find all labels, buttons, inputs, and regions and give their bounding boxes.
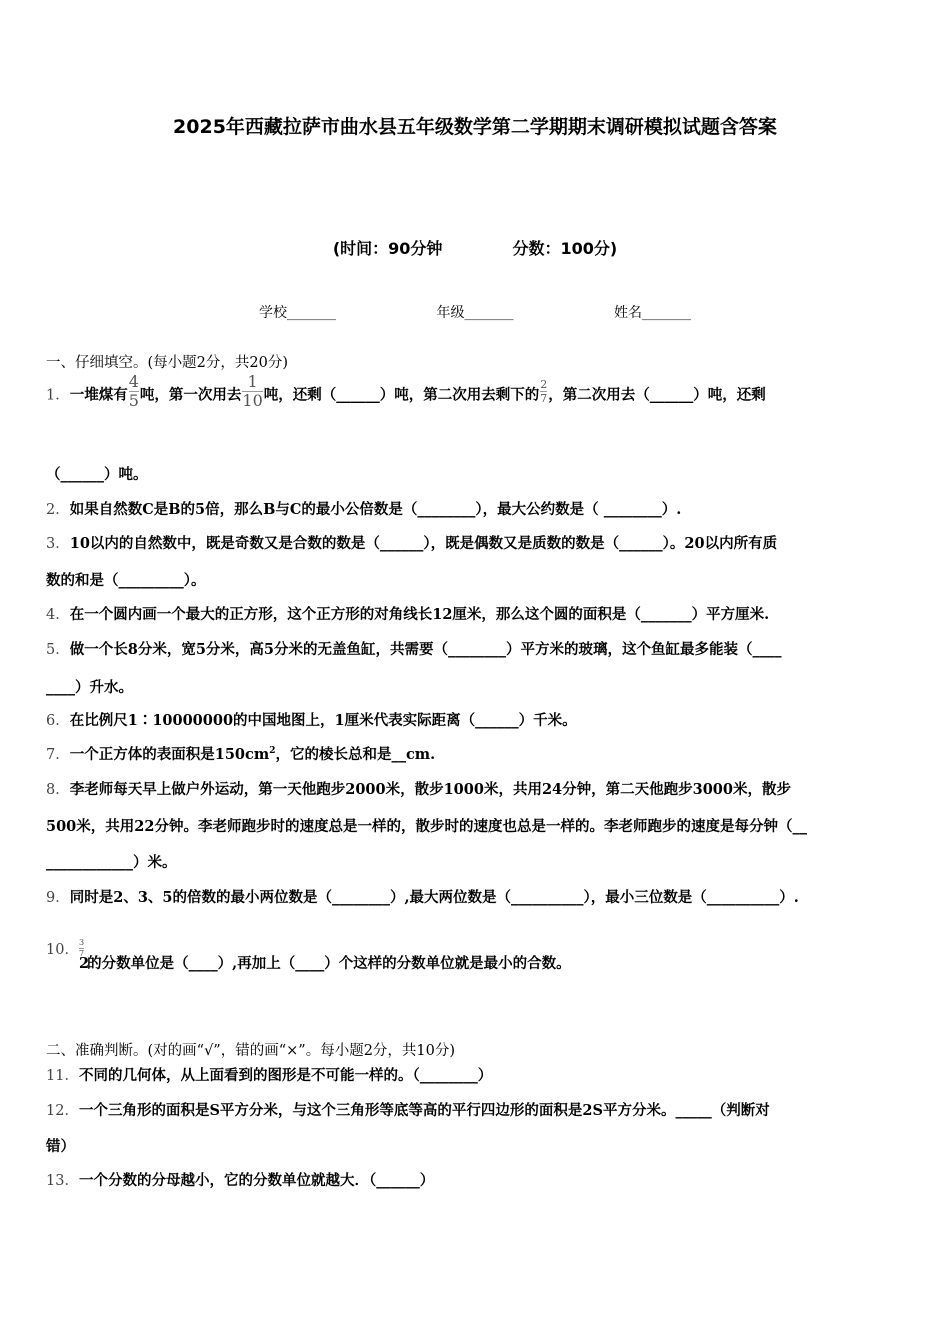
- question-number: 13．: [46, 1173, 79, 1189]
- question-6: [46, 709, 577, 730]
- fraction: [540, 379, 547, 404]
- fraction: [129, 374, 139, 409]
- question-number: 12．: [46, 1103, 79, 1119]
- fraction-denominator: 7: [540, 392, 548, 405]
- question-number: 9．: [46, 890, 70, 906]
- section2-heading: 二、准确判断。(对的画“√”，错的画“×”。每小题2分，共10分): [46, 1043, 456, 1059]
- question-text: 做一个长8分米，宽5分米，高5分米的无盖鱼缸，共需要（________）平方米的玻璃，这个鱼缸最多能装（____: [69, 641, 782, 658]
- question-text: 的分数单位是（____）,再加上（____）个这样的分数单位就是最小的合数。: [87, 955, 571, 972]
- question-text: ，第二次用去（______）吨，还剩: [548, 386, 766, 404]
- question-text: 一堆煤有: [69, 386, 128, 404]
- question-8-cont1: 500米，共用22分钟。李老师跑步时的速度总是一样的，散步时的速度也总是一样的。李老师跑步的速度是每分钟（__: [46, 818, 807, 835]
- question-text: 吨，第一次用去: [139, 386, 242, 404]
- exam-meta: [0, 236, 950, 259]
- question-text: 在一个圆内画一个最大的正方形，这个正方形的对角线长12厘米，那么这个圆的面积是（_______）平方厘米.: [69, 606, 770, 623]
- question-text: 李老师每天早上做户外运动，第一天他跑步2000米，散步1000米，共用24分钟，第二天他跑步3000米，散步: [69, 781, 791, 798]
- school-field: 学校_______: [259, 305, 337, 321]
- fraction-numerator: 3: [79, 937, 85, 947]
- name-field: 姓名_______: [613, 305, 691, 321]
- question-text: 一个三角形的面积是S平方分米，与这个三角形等底等高的平行四边形的面积是2S平方分米。_____（判断对: [78, 1102, 770, 1119]
- fraction-denominator: 10: [242, 391, 263, 410]
- question-11: [46, 1064, 492, 1085]
- question-number: 1．: [46, 387, 70, 404]
- question-8-cont2: ____________）米。: [46, 854, 177, 871]
- question-text: 10以内的自然数中，既是奇数又是合数的数是（______），既是偶数又是质数的数是（______）。20以内所有质: [69, 535, 778, 552]
- fraction-denominator: 5: [128, 391, 139, 410]
- exam-score: 分数：100分): [512, 239, 618, 258]
- fraction-numerator: 2: [540, 378, 548, 391]
- question-text: 在比例尺1∶10000000的中国地图上，1厘米代表实际距离（______）千米。: [69, 712, 577, 729]
- question-text: 如果自然数C是B的5倍，那么B与C的最小公倍数是（________），最大公约数是（ ________）.: [69, 501, 682, 518]
- question-7: [46, 743, 435, 764]
- question-number: 8．: [46, 782, 70, 798]
- question-text: 同时是2、3、5的倍数的最小两位数是（________）,最大两位数是（__________），最小三位数是（__________）.: [69, 889, 799, 906]
- fraction-denominator: 7: [79, 948, 85, 958]
- question-number: 5．: [46, 642, 70, 658]
- exam-time: (时间：90分钟: [332, 239, 443, 258]
- section1-heading: 一、仔细填空。(每小题2分，共20分): [46, 355, 288, 371]
- question-text: 吨，还剩（______）吨，第二次用去剩下的: [263, 386, 540, 404]
- question-text: 不同的几何体，从上面看到的图形是不可能一样的。（________）: [78, 1067, 493, 1084]
- question-number: 11．: [46, 1068, 79, 1084]
- mixed-number-whole: 2: [78, 955, 90, 972]
- question-number: 3．: [46, 536, 70, 552]
- question-number: 6．: [46, 713, 70, 729]
- question-number: 10．: [46, 942, 79, 958]
- question-3: [46, 532, 777, 553]
- question-3-cont: 数的和是（_________）。: [46, 572, 206, 589]
- question-8: [46, 778, 791, 799]
- question-9: [46, 886, 799, 907]
- question-13: [46, 1169, 434, 1190]
- question-number: 4．: [46, 607, 70, 623]
- question-2: [46, 498, 681, 519]
- fraction-numerator: 1: [242, 374, 262, 392]
- question-1-cont: （______）吨。: [46, 466, 148, 483]
- question-number: 7．: [46, 747, 70, 763]
- question-1: [46, 372, 766, 413]
- question-text: 一个分数的分母越小，它的分数单位就越大．（______）: [78, 1172, 435, 1189]
- fraction: [242, 374, 262, 409]
- grade-field: 年级_______: [436, 305, 514, 321]
- question-4: [46, 603, 769, 624]
- superscript: 2: [269, 746, 276, 757]
- question-12-cont: 错）: [46, 1138, 75, 1155]
- question-text: 一个正方体的表面积是150cm: [69, 746, 270, 763]
- question-text: ，它的棱长总和是__cm.: [275, 746, 436, 763]
- question-10: [46, 937, 571, 972]
- fraction-numerator: 4: [128, 372, 139, 391]
- question-5-cont: ____）升水。: [46, 679, 133, 696]
- student-info: [0, 302, 950, 322]
- question-number: 2．: [46, 502, 70, 518]
- question-5: [46, 638, 782, 659]
- question-12: [46, 1099, 770, 1120]
- fraction: [79, 939, 84, 958]
- page-title: 2025年西藏拉萨市曲水县五年级数学第二学期期末调研模拟试题含答案: [173, 116, 777, 138]
